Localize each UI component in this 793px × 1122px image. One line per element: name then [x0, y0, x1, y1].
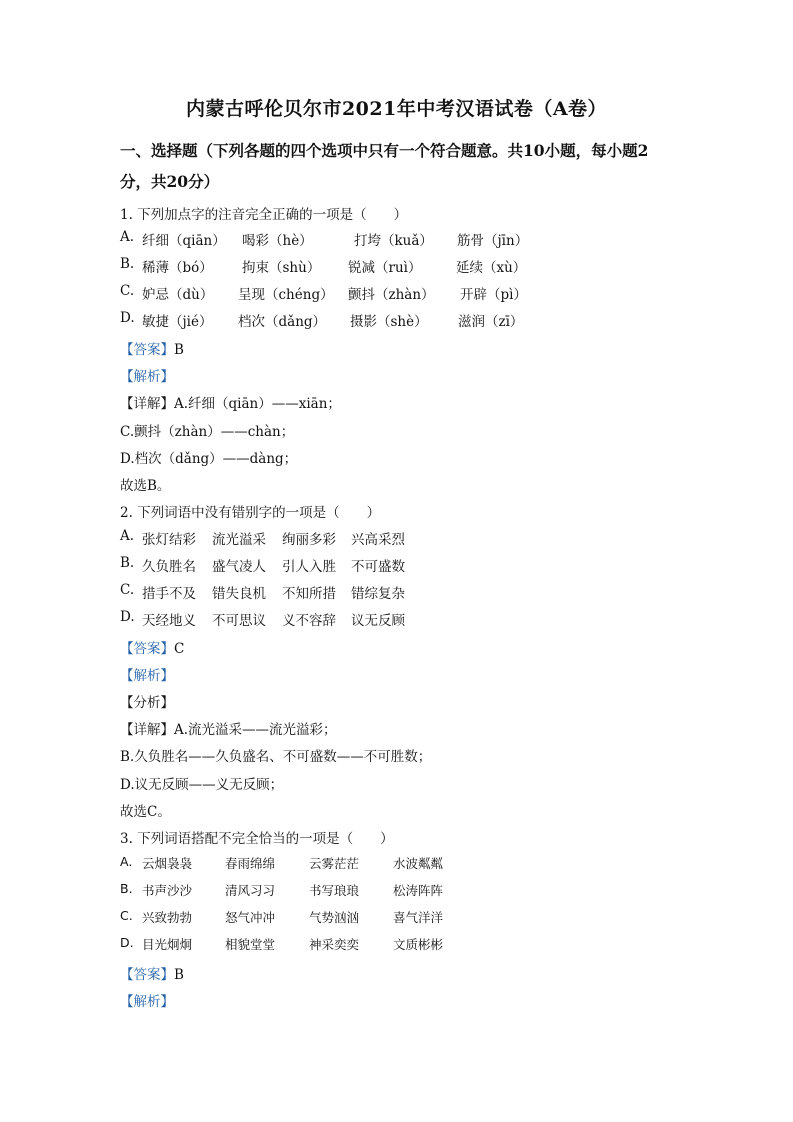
option-label: C.: [120, 908, 133, 923]
option-item: 目光炯炯: [142, 937, 193, 952]
q2-detail-d: D.议无反顾——义无反顾；: [120, 777, 284, 793]
section-heading-line1: 一、选择题（下列各题的四个选项中只有一个符合题意。共10小题，每小题2: [120, 141, 649, 160]
detail-tag: 【详解】: [120, 722, 174, 738]
option-label: C.: [120, 283, 135, 299]
option-item: 呈现（chéng）: [238, 287, 334, 303]
detail-text: A.纤细（qiān）——xiān；: [174, 396, 341, 412]
option-item: 水波粼粼: [393, 856, 444, 871]
option-item: 不可思议: [212, 613, 266, 629]
option-item: 久负胜名: [142, 559, 196, 575]
q2-detail-b: B.久负胜名——久负盛名、不可盛数——不可胜数；: [120, 749, 432, 765]
option-item: 档次（dǎng）: [238, 314, 327, 330]
q1-analysis-tag: 【解析】: [120, 369, 174, 385]
q3-option-c: [120, 908, 680, 928]
section-heading-line2: 分，共20分）: [120, 172, 220, 191]
q3-analysis-tag: 【解析】: [120, 994, 174, 1010]
answer-value: B: [174, 967, 184, 983]
option-label: B.: [120, 881, 133, 896]
q1-option-c: [120, 283, 680, 303]
q1-stem: 1. 下列加点字的注音完全正确的一项是（ ）: [120, 207, 408, 223]
option-label: A.: [120, 528, 135, 544]
answer-value: B: [174, 342, 184, 358]
option-item: 相貌堂堂: [225, 937, 276, 952]
q2-detail-a: [120, 718, 337, 738]
answer-tag: 【答案】: [120, 342, 174, 358]
option-item: 开辟（pì）: [460, 287, 527, 303]
q2-option-a: [120, 528, 680, 548]
option-item: 书写琅琅: [309, 883, 360, 898]
q3-option-b: [120, 881, 680, 901]
option-item: 怒气冲冲: [225, 910, 276, 925]
option-item: 措手不及: [142, 586, 196, 602]
option-item: 绚丽多彩: [282, 532, 336, 548]
option-item: 春雨绵绵: [225, 856, 276, 871]
option-item: 摄影（shè）: [350, 314, 428, 330]
option-item: 滋润（zī）: [458, 314, 524, 330]
option-item: 敏捷（jié）: [142, 314, 213, 330]
option-item: 天经地义: [142, 613, 196, 629]
q1-answer: [120, 338, 184, 358]
option-label: C.: [120, 582, 135, 598]
answer-tag: 【答案】: [120, 967, 174, 983]
option-item: 拘束（shù）: [242, 260, 321, 276]
option-item: 错失良机: [212, 586, 266, 602]
option-item: 稀薄（bó）: [142, 260, 213, 276]
q1-conclusion: 故选B。: [120, 478, 171, 494]
option-label: B.: [120, 256, 135, 272]
option-label: D.: [120, 609, 135, 625]
option-item: 云烟袅袅: [142, 856, 193, 871]
q3-answer: [120, 963, 184, 983]
q2-analysis-tag: 【解析】: [120, 668, 174, 684]
answer-tag: 【答案】: [120, 641, 174, 657]
option-item: 颤抖（zhàn）: [348, 287, 435, 303]
option-item: 兴致勃勃: [142, 910, 193, 925]
q1-option-b: [120, 256, 680, 276]
option-item: 不知所措: [282, 586, 336, 602]
option-item: 松涛阵阵: [393, 883, 444, 898]
option-item: 议无反顾: [351, 613, 405, 629]
option-item: 盛气凌人: [212, 559, 266, 575]
option-item: 张灯结彩: [142, 532, 196, 548]
option-label: B.: [120, 555, 135, 571]
q3-stem: 3. 下列词语搭配不完全恰当的一项是（ ）: [120, 831, 394, 847]
option-item: 文质彬彬: [393, 937, 444, 952]
q2-fenxi-tag: 【分析】: [120, 695, 174, 711]
option-item: 延续（xù）: [456, 260, 527, 276]
q2-answer: [120, 637, 184, 657]
option-item: 锐减（ruì）: [348, 260, 422, 276]
option-item: 喝彩（hè）: [242, 233, 313, 249]
option-item: 筋骨（jīn）: [457, 233, 529, 249]
option-item: 书声沙沙: [142, 883, 193, 898]
option-item: 云雾茫茫: [309, 856, 360, 871]
detail-text: A.流光溢采——流光溢彩；: [174, 722, 337, 738]
option-item: 义不容辞: [282, 613, 336, 629]
q2-stem: 2. 下列词语中没有错别字的一项是（ ）: [120, 505, 381, 521]
page-title: 内蒙古呼伦贝尔市2021年中考汉语试卷（A卷）: [185, 98, 608, 120]
q2-conclusion: 故选C。: [120, 804, 171, 820]
option-label: A.: [120, 854, 133, 869]
q2-option-b: [120, 555, 680, 575]
option-item: 打垮（kuǎ）: [354, 233, 433, 249]
option-item: 妒忌（dù）: [142, 287, 214, 303]
q1-option-a: [120, 229, 680, 249]
answer-value: C: [174, 641, 185, 657]
q1-detail-c: C.颤抖（zhàn）——chàn；: [120, 424, 295, 440]
option-item: 神采奕奕: [309, 937, 360, 952]
q2-option-d: [120, 609, 680, 629]
option-label: D.: [120, 310, 135, 326]
option-item: 纤细（qiān）: [142, 233, 226, 249]
q3-option-d: [120, 935, 680, 955]
detail-tag: 【详解】: [120, 396, 174, 412]
q1-option-d: [120, 310, 680, 330]
q1-detail-a: [120, 392, 341, 412]
option-item: 气势汹汹: [309, 910, 360, 925]
option-item: 不可盛数: [351, 559, 405, 575]
q3-option-a: [120, 854, 680, 874]
option-label: D.: [120, 935, 134, 950]
q1-detail-d: D.档次（dǎng）——dàng；: [120, 451, 298, 467]
option-item: 兴高采烈: [351, 532, 405, 548]
option-item: 引人入胜: [282, 559, 336, 575]
option-item: 流光溢采: [212, 532, 266, 548]
option-item: 错综复杂: [351, 586, 405, 602]
option-item: 清风习习: [225, 883, 276, 898]
q2-option-c: [120, 582, 680, 602]
option-label: A.: [120, 229, 135, 245]
option-item: 喜气洋洋: [393, 910, 444, 925]
